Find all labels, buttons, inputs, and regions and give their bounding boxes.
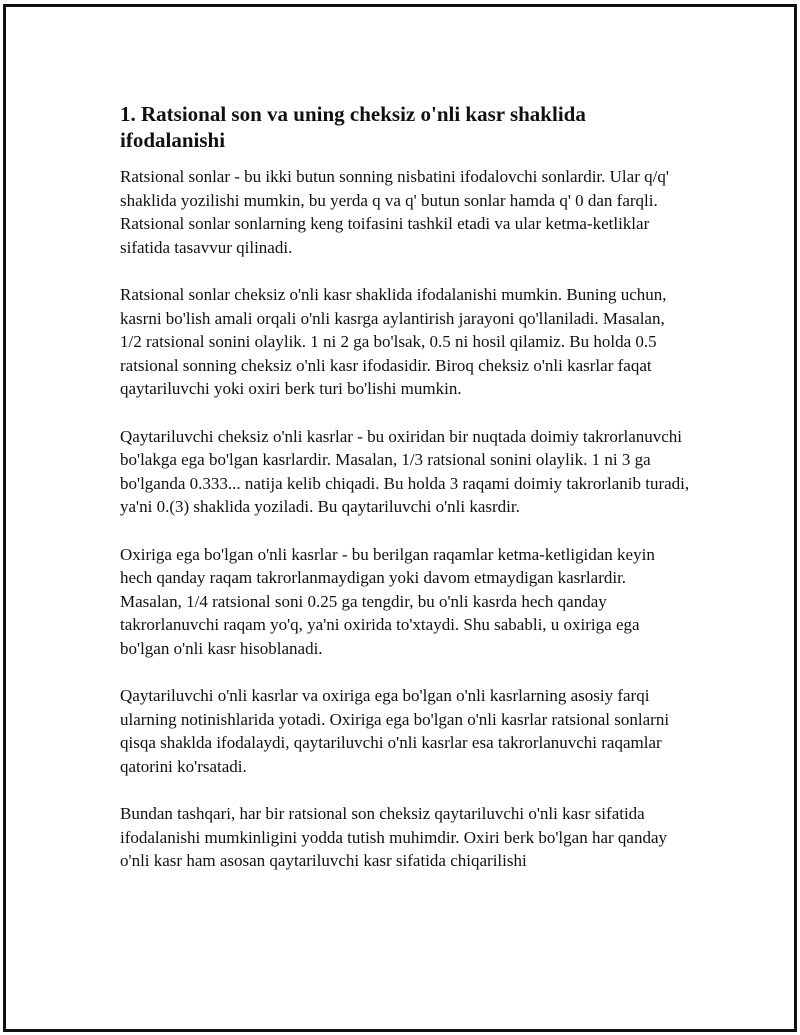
paragraph-terminating-decimals: Oxiriga ega bo'lgan o'nli kasrlar - bu berilgan raqamlar ketma-ketligidan keyin hech qanday raqam takrorlanmaydigan yoki davom etmaydigan kasrlardir. Masalan, 1/4 ratsional soni 0.25 ga tengdir, bu o'nli kasrda hech qanday takrorlanuvchi raqam yo'q, ya'ni oxirida to'xtaydi. Shu sababli, u oxiriga ega bo'lgan o'nli kasr hisoblanadi. [120,544,655,658]
paragraph-repeating-decimals: Qaytariluvchi cheksiz o'nli kasrlar - bu oxiridan bir nuqtada doimiy takrorlanuvchi bo'lakga ega bo'lgan kasrlardir. Masalan, 1/3 ratsional sonini olaylik. 1 ni 3 ga bo'lganda 0.333... natija kelib chiqadi. Bu holda 3 raqami doimiy takrorlanib turadi, ya'ni 0.(3) shaklida yoziladi. Bu qaytariluvchi o'nli kasrdir. [120,426,690,517]
paragraph-definition: Ratsional sonlar - bu ikki butun sonning nisbatini ifodalovchi sonlardir. Ular q/q' shaklida yozilishi mumkin, bu yerda q va q' butun sonlar hamda q' 0 dan farqli. Ratsional sonlar sonlarning keng toifasini tashkil etadi va ular ketma-ketliklar sifatida tasavvur qilinadi. [120,167,669,257]
section-heading: 1. Ratsional son va uning cheksiz o'nli kasr shaklida ifodalanishi [120,102,586,152]
paragraph-decimal-representation: Ratsional sonlar cheksiz o'nli kasr shaklida ifodalanishi mumkin. Buning uchun, kasrni bo'lish amali orqali o'nli kasrga aylantirish jarayoni qo'llaniladi. Masalan, 1/2 ratsional sonini olaylik. 1 ni 2 ga bo'lsak, 0.5 ni hosil qilamiz. Bu holda 0.5 ratsional sonning cheksiz o'nli kasr ifodasidir. Biroq cheksiz o'nli kasrlar faqat qaytariluvchi yoki oxiri berk turi bo'lishi mumkin. [120,284,667,399]
paragraph-difference: Qaytariluvchi o'nli kasrlar va oxiriga ega bo'lgan o'nli kasrlarning asosiy farqi ularning notinishlarida yotadi. Oxiriga ega bo'lgan o'nli kasrlar ratsional sonlarni qisqa shaklda ifodalaydi, qaytariluvchi o'nli kasrlar esa takrorlanuvchi raqamlar qatorini ko'rsatadi. [120,686,670,776]
paragraph-conclusion: Bundan tashqari, har bir ratsional son cheksiz qaytariluvchi o'nli kasr sifatida ifodalanishi mumkinligini yodda tutish muhimdir. Oxiri berk bo'lgan har qanday o'nli kasr ham asosan qaytariluvchi kasr sifatida chiqarilishi [120,804,667,871]
page-frame [3,4,797,1032]
document-body [120,101,690,896]
